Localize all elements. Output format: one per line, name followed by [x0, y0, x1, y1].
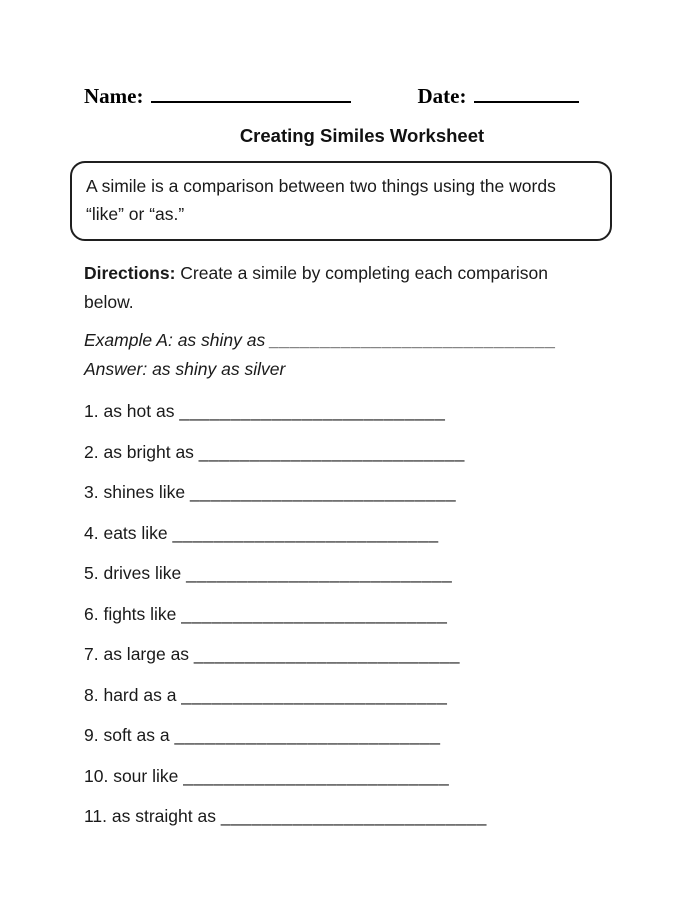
list-item — [84, 559, 640, 587]
item-blank: __________________________ — [174, 725, 441, 745]
directions — [84, 259, 589, 317]
item-label: 5. drives like — [84, 563, 187, 583]
item-blank: __________________________ — [181, 684, 448, 705]
name-line — [151, 87, 351, 103]
example-blank: ____________________________ — [270, 330, 557, 350]
item-label: 8. hard as a — [84, 684, 182, 705]
page-title: Creating Similes Worksheet — [239, 125, 485, 146]
list-item — [84, 721, 640, 749]
example-prompt-line — [84, 326, 640, 355]
list-item — [84, 478, 640, 506]
list-item — [84, 762, 640, 790]
item-label: 4. eats like — [84, 522, 173, 543]
item-blank: __________________________ — [181, 603, 448, 624]
list-item — [84, 397, 640, 425]
item-label: 3. shines like — [84, 482, 191, 502]
example-answer-line: Answer: as shiny as silver — [84, 359, 286, 379]
simile-items — [84, 397, 640, 830]
item-label: 11. as straight as — [84, 806, 221, 826]
item-label: 9. soft as a — [84, 725, 175, 745]
item-label: 7. as large as — [84, 644, 194, 664]
date-line — [474, 87, 579, 103]
list-item — [84, 519, 640, 547]
item-blank: __________________________ — [179, 401, 446, 421]
item-blank: __________________________ — [220, 806, 487, 826]
date-label: Date: — [417, 84, 467, 108]
item-label: 6. fights like — [84, 603, 182, 624]
list-item — [84, 681, 640, 709]
item-label: 2. as bright as — [84, 441, 199, 462]
name-label: Name: — [84, 84, 144, 108]
list-item — [84, 802, 640, 830]
definition-text: A simile is a comparison between two things using the words “like” or “as.” — [86, 176, 556, 224]
example-prompt: Example A: as shiny as — [84, 330, 271, 350]
simile-definition-box — [70, 161, 612, 241]
list-item — [84, 438, 640, 466]
example-block — [84, 326, 640, 384]
item-blank: __________________________ — [186, 563, 453, 583]
item-blank: __________________________ — [172, 522, 439, 543]
item-blank: __________________________ — [198, 441, 465, 462]
header — [84, 84, 640, 109]
item-blank: __________________________ — [190, 482, 457, 502]
directions-text: Create a simile by completing each comparison below. — [84, 263, 548, 312]
list-item — [84, 640, 640, 668]
list-item — [84, 600, 640, 628]
item-blank: __________________________ — [193, 644, 460, 664]
item-label: 1. as hot as — [84, 401, 180, 421]
directions-lead: Directions: — [84, 263, 176, 283]
item-blank: __________________________ — [183, 765, 450, 786]
item-label: 10. sour like — [84, 765, 184, 786]
